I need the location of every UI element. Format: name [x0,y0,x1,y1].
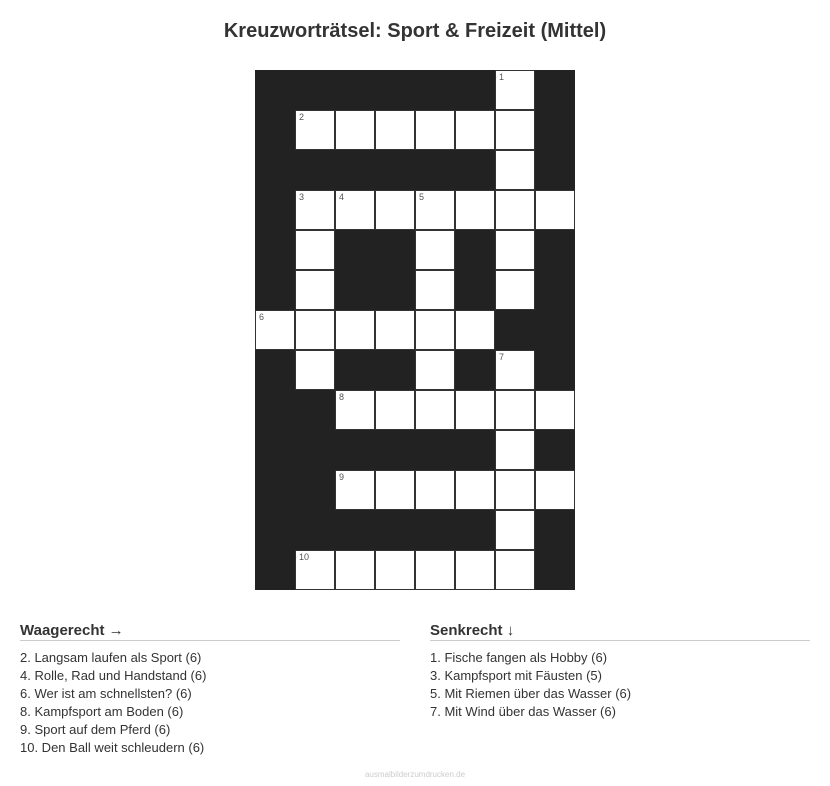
across-clues [20,622,400,757]
grid-block [255,510,295,550]
grid-block [495,310,535,350]
grid-block [375,510,415,550]
grid-block [535,230,575,270]
grid-cell[interactable] [455,470,495,510]
grid-block [415,70,455,110]
across-clue: 4. Rolle, Rad und Handstand (6) [20,668,207,683]
grid-cell[interactable] [415,310,455,350]
down-clue: 5. Mit Riemen über das Wasser (6) [430,686,632,701]
grid-block [455,270,495,310]
grid-cell[interactable] [295,350,335,390]
grid-cell[interactable] [335,390,375,430]
grid-block [455,430,495,470]
grid-block [375,270,415,310]
grid-cell[interactable] [255,310,295,350]
grid-cell[interactable] [495,430,535,470]
grid-cell[interactable] [375,190,415,230]
grid-block [255,390,295,430]
grid-block [335,430,375,470]
grid-cell[interactable] [335,550,375,590]
grid-block [295,70,335,110]
grid-block [255,150,295,190]
clue-number: 7 [499,352,505,362]
grid-cell[interactable] [295,270,335,310]
clue-number: 9 [339,472,345,482]
grid-cell[interactable] [335,110,375,150]
grid-cell[interactable] [455,550,495,590]
grid-cell[interactable] [535,390,575,430]
grid-cell[interactable] [535,470,575,510]
grid-cell[interactable] [495,110,535,150]
clue-number: 1 [499,72,505,82]
grid-cell[interactable] [295,230,335,270]
grid-cell[interactable] [455,310,495,350]
grid-block [255,350,295,390]
grid-block [295,430,335,470]
grid-block [535,350,575,390]
grid-cell[interactable] [295,110,335,150]
grid-block [455,350,495,390]
across-clue: 6. Wer ist am schnellsten? (6) [20,686,192,701]
grid-cell[interactable] [415,110,455,150]
grid-cell[interactable] [495,70,535,110]
grid-block [255,470,295,510]
grid-block [255,110,295,150]
grid-cell[interactable] [535,190,575,230]
grid-block [535,510,575,550]
grid-cell[interactable] [495,550,535,590]
grid-cell[interactable] [335,190,375,230]
grid-cell[interactable] [335,470,375,510]
grid-cell[interactable] [415,230,455,270]
grid-block [375,350,415,390]
grid-cell[interactable] [495,470,535,510]
grid-block [255,230,295,270]
grid-cell[interactable] [495,390,535,430]
grid-cell[interactable] [295,190,335,230]
grid-cell[interactable] [415,190,455,230]
grid-block [255,190,295,230]
grid-cell[interactable] [455,190,495,230]
grid-block [415,510,455,550]
grid-cell[interactable] [455,390,495,430]
grid-cell[interactable] [415,350,455,390]
down-clues [430,622,810,721]
grid-block [335,510,375,550]
grid-block [375,430,415,470]
down-heading: Senkrecht ↓ [430,622,810,641]
across-clue: 10. Den Ball weit schleudern (6) [20,740,205,755]
grid-cell[interactable] [495,190,535,230]
grid-block [375,230,415,270]
grid-block [535,310,575,350]
grid-block [255,550,295,590]
across-clue: 2. Langsam laufen als Sport (6) [20,650,202,665]
grid-cell[interactable] [415,390,455,430]
clue-number: 4 [339,192,345,202]
grid-cell[interactable] [295,310,335,350]
grid-block [535,270,575,310]
grid-block [295,510,335,550]
grid-block [335,230,375,270]
grid-block [535,430,575,470]
grid-cell[interactable] [495,150,535,190]
across-heading: Waagerecht → [20,622,400,641]
grid-block [535,550,575,590]
down-clue: 1. Fische fangen als Hobby (6) [430,650,608,665]
grid-cell[interactable] [375,310,415,350]
grid-block [455,150,495,190]
grid-block [255,70,295,110]
grid-block [535,150,575,190]
grid-cell[interactable] [495,270,535,310]
grid-cell[interactable] [415,270,455,310]
grid-cell[interactable] [415,550,455,590]
clue-number: 3 [299,192,305,202]
grid-block [415,430,455,470]
grid-cell[interactable] [455,110,495,150]
down-clue: 7. Mit Wind über das Wasser (6) [430,704,616,719]
clue-number: 8 [339,392,345,402]
grid-block [335,150,375,190]
across-clue: 8. Kampfsport am Boden (6) [20,704,184,719]
grid-block [375,150,415,190]
grid-block [375,70,415,110]
grid-cell[interactable] [375,110,415,150]
grid-block [335,350,375,390]
page-title: Kreuzworträtsel: Sport & Freizeit (Mittel) [223,20,607,42]
grid-cell[interactable] [375,550,415,590]
clue-number: 5 [419,192,425,202]
grid-block [255,270,295,310]
clue-number: 10 [299,552,310,562]
grid-cell[interactable] [495,230,535,270]
grid-block [455,70,495,110]
footer-watermark: ausmalbilderzumdrucken.de [364,770,466,779]
grid-cell[interactable] [495,510,535,550]
across-clue: 9. Sport auf dem Pferd (6) [20,722,171,737]
grid-block [415,150,455,190]
grid-cell[interactable] [415,470,455,510]
grid-block [455,510,495,550]
grid-block [335,70,375,110]
grid-cell[interactable] [375,470,415,510]
grid-block [295,150,335,190]
grid-cell[interactable] [495,350,535,390]
clue-number: 6 [259,312,265,322]
grid-block [255,430,295,470]
down-clue: 3. Kampfsport mit Fäusten (5) [430,668,602,683]
grid-block [335,270,375,310]
grid-cell[interactable] [295,550,335,590]
grid-block [535,110,575,150]
crossword-grid [255,70,575,590]
grid-block [295,390,335,430]
grid-block [455,230,495,270]
grid-cell[interactable] [375,390,415,430]
clue-number: 2 [299,112,305,122]
grid-block [535,70,575,110]
grid-block [295,470,335,510]
grid-cell[interactable] [335,310,375,350]
